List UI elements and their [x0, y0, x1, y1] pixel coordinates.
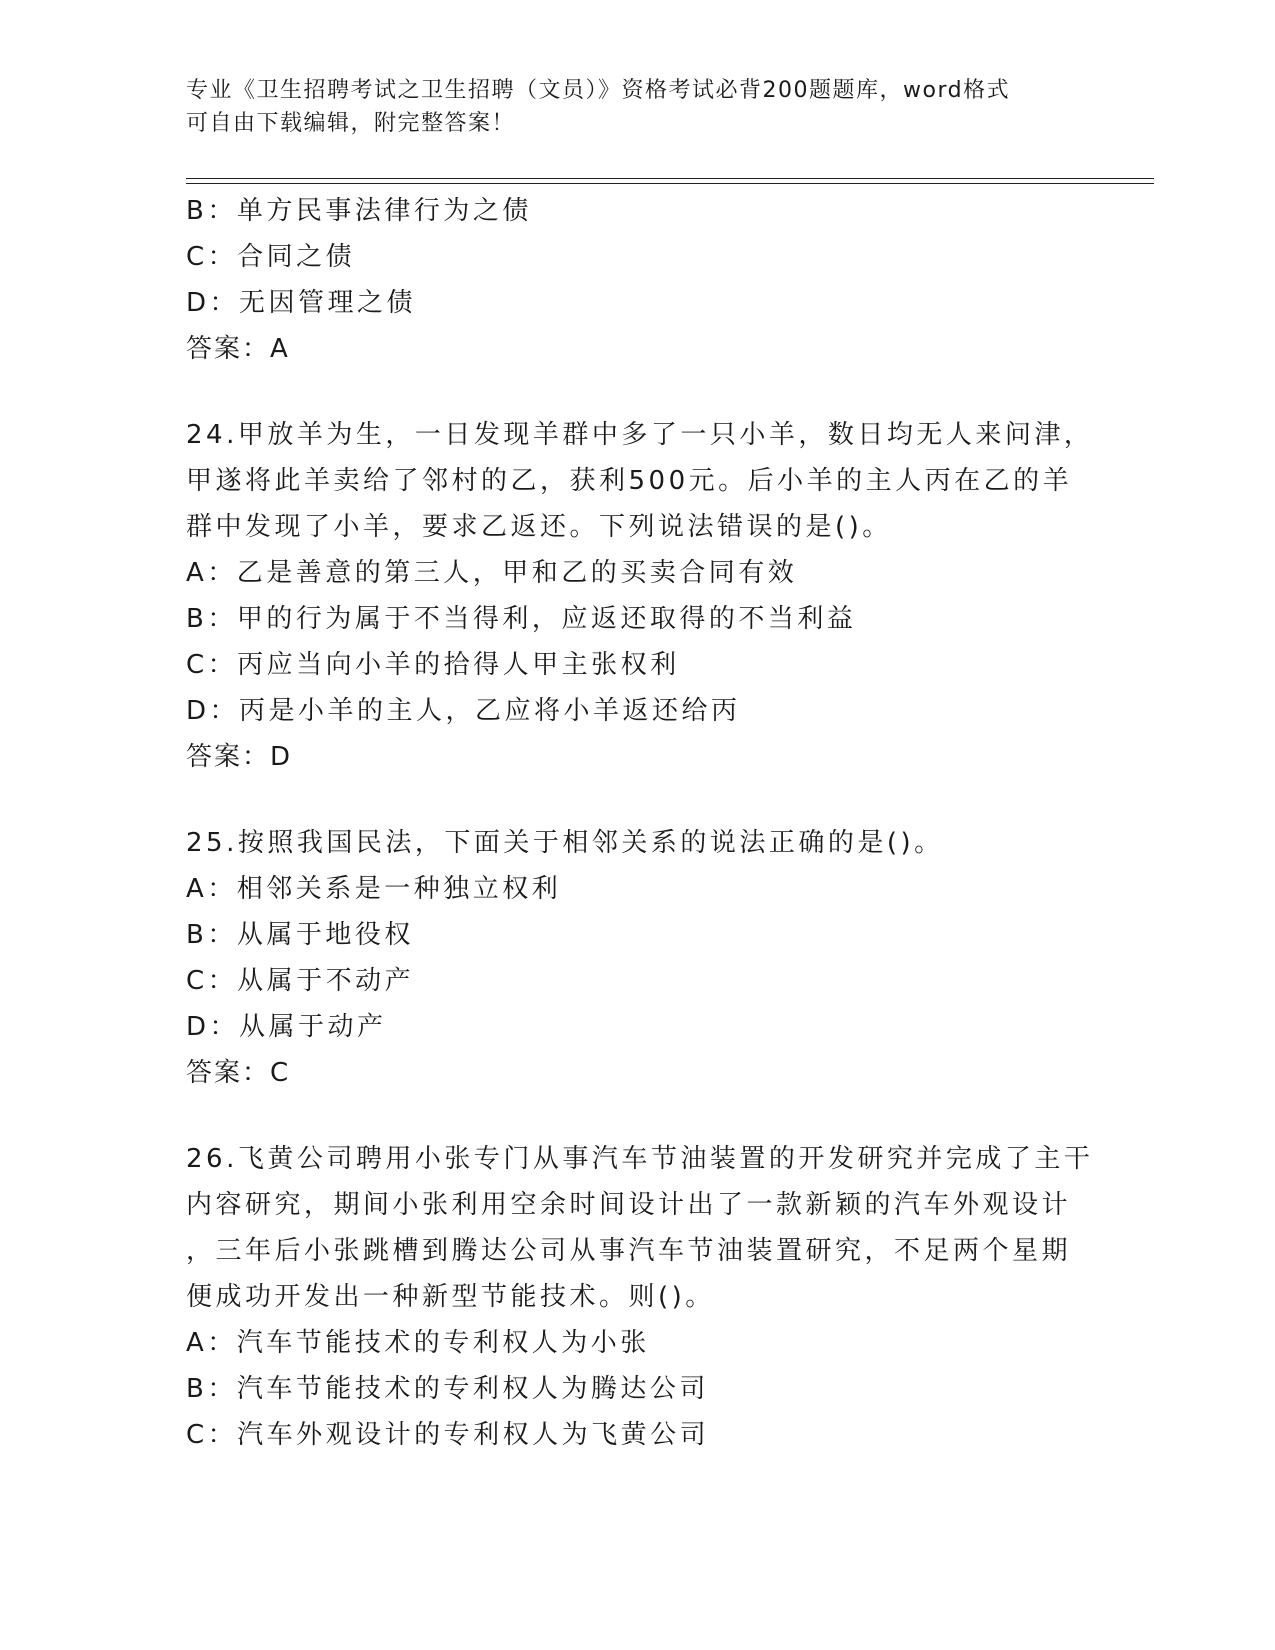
- question-block: [186, 188, 1086, 372]
- question-line: 内容研究，期间小张利用空余时间设计出了一款新颖的汽车外观设计: [186, 1190, 1072, 1220]
- document-header: [186, 74, 1066, 140]
- header-line-2: 可自由下载编辑，附完整答案！: [186, 111, 516, 136]
- question-line: ，三年后小张跳槽到腾达公司从事汽车节油装置研究，不足两个星期: [186, 1236, 1072, 1266]
- option-line: C：从属于不动产: [186, 966, 415, 996]
- block-spacer: [186, 372, 1086, 412]
- header-divider-top: [186, 178, 1154, 179]
- option-line: A：汽车节能技术的专利权人为小张: [186, 1328, 650, 1358]
- option-line: C：丙应当向小羊的拾得人甲主张权利: [186, 650, 680, 680]
- question-block: [186, 1136, 1094, 1458]
- question-line: 25.按照我国民法，下面关于相邻关系的说法正确的是()。: [186, 828, 944, 858]
- option-line: B：从属于地役权: [186, 920, 414, 950]
- answer-line: 答案：D: [186, 742, 293, 772]
- option-line: B：汽车节能技术的专利权人为腾达公司: [186, 1374, 709, 1404]
- option-line: D：丙是小羊的主人，乙应将小羊返还给丙: [186, 696, 741, 726]
- option-line: D：无因管理之债: [186, 288, 417, 318]
- question-line: 便成功开发出一种新型节能技术。则()。: [186, 1282, 715, 1312]
- option-line: A：相邻关系是一种独立权利: [186, 874, 562, 904]
- answer-line: 答案：C: [186, 1058, 291, 1088]
- question-line: 24.甲放羊为生，一日发现羊群中多了一只小羊，数日均无人来问津，: [186, 420, 1094, 450]
- question-line: 群中发现了小羊，要求乙返还。下列说法错误的是()。: [186, 512, 892, 542]
- question-block: [186, 820, 1086, 1096]
- question-line: 26.飞黄公司聘用小张专门从事汽车节油装置的开发研究并完成了主干: [186, 1144, 1094, 1174]
- option-line: C：汽车外观设计的专利权人为飞黄公司: [186, 1420, 710, 1450]
- option-line: A：乙是善意的第三人，甲和乙的买卖合同有效: [186, 558, 798, 588]
- block-spacer: [186, 780, 1086, 820]
- question-block: [186, 412, 1094, 780]
- header-line-1: 专业《卫生招聘考试之卫生招聘（文员）》资格考试必背200题题库，word格式: [186, 78, 1011, 103]
- answer-line: 答案：A: [186, 334, 290, 364]
- option-line: B：单方民事法律行为之债: [186, 196, 532, 226]
- header-divider-bottom: [186, 183, 1154, 184]
- option-line: C：合同之债: [186, 242, 356, 272]
- question-line: 甲遂将此羊卖给了邻村的乙，获利500元。后小羊的主人丙在乙的羊: [186, 466, 1073, 496]
- question-list: [186, 188, 1094, 1458]
- block-spacer: [186, 1096, 1086, 1136]
- option-line: B：甲的行为属于不当得利，应返还取得的不当利益: [186, 604, 857, 634]
- option-line: D：从属于动产: [186, 1012, 387, 1042]
